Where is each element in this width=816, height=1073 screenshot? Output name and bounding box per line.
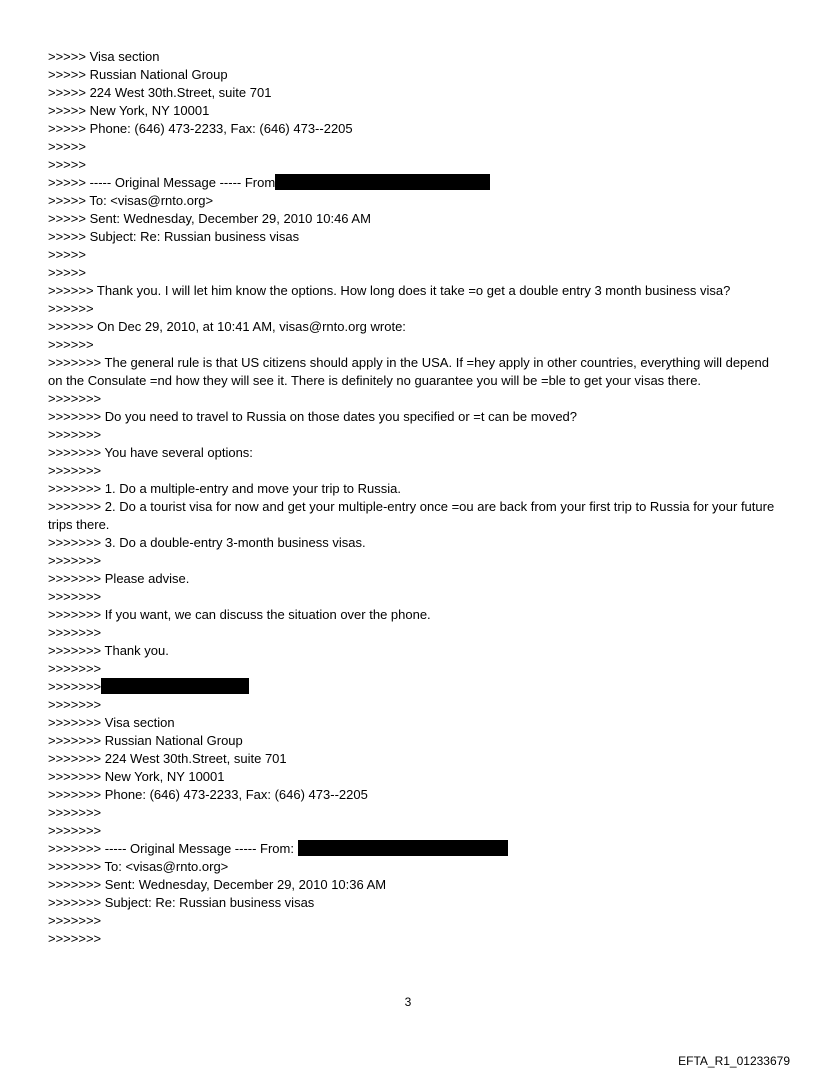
text-line: >>>>>> On Dec 29, 2010, at 10:41 AM, visas@rnto.org wrote: — [48, 319, 406, 334]
text-line: >>>>>>> — [48, 391, 102, 406]
text-line: >>>>> — [48, 247, 86, 262]
original-message-from-line — [48, 174, 778, 192]
text-line: >>>>>>> Phone: (646) 473-2233, Fax: (646) 473--2205 — [48, 787, 368, 802]
signature-name-line — [48, 678, 778, 696]
text-line: >>>>>> Thank you. I will let him know the options. How long does it take =o get a double entry 3 month business visa? — [48, 283, 731, 298]
text-line: >>>>>>> You have several options: — [48, 445, 253, 460]
original-message-from-line — [48, 840, 778, 858]
text-line: >>>>>>> — [48, 463, 102, 478]
text-line: >>>>>>> — [48, 679, 102, 694]
redaction-box — [275, 174, 490, 190]
text-line: >>>>> ----- Original Message ----- From — [48, 175, 276, 190]
text-line: >>>>>>> — [48, 553, 102, 568]
email-thread — [48, 48, 778, 948]
text-line: >>>>>>> Please advise. — [48, 571, 190, 586]
text-line: >>>>>>> Do you need to travel to Russia on those dates you specified or =t can be moved? — [48, 409, 578, 424]
text-line: >>>>> To: <visas@rnto.org> — [48, 193, 214, 208]
document-id: EFTA_R1_01233679 — [678, 1054, 790, 1068]
text-line: >>>>>>> 2. Do a tourist visa for now and get your multiple-entry once =ou are back from your first trip to Russia for your future trips there. — [48, 499, 778, 532]
text-line: >>>>> Phone: (646) 473-2233, Fax: (646) 473--2205 — [48, 121, 353, 136]
text-line: >>>>> Russian National Group — [48, 67, 228, 82]
redaction-box — [101, 678, 249, 694]
text-line: >>>>> — [48, 265, 86, 280]
text-line: >>>>>> — [48, 301, 94, 316]
text-line: >>>>> Visa section — [48, 49, 160, 64]
text-line: >>>>>>> Subject: Re: Russian business visas — [48, 895, 315, 910]
text-line: >>>>>>> Sent: Wednesday, December 29, 2010 10:36 AM — [48, 877, 387, 892]
text-line: >>>>>>> — [48, 913, 102, 928]
text-line: >>>>>>> New York, NY 10001 — [48, 769, 225, 784]
text-line: >>>>> New York, NY 10001 — [48, 103, 210, 118]
text-line: >>>>>>> — [48, 661, 102, 676]
text-line: >>>>> Sent: Wednesday, December 29, 2010 10:46 AM — [48, 211, 371, 226]
text-line: >>>>>>> Thank you. — [48, 643, 169, 658]
text-line: >>>>>>> — [48, 823, 102, 838]
text-line: >>>>>>> ----- Original Message ----- From: — [48, 841, 294, 856]
text-line: >>>>>> — [48, 337, 94, 352]
text-line: >>>>>>> 3. Do a double-entry 3-month business visas. — [48, 535, 366, 550]
text-line: >>>>> — [48, 139, 86, 154]
redaction-box — [298, 840, 508, 856]
text-line: >>>>> — [48, 157, 86, 172]
text-line: >>>>> Subject: Re: Russian business visas — [48, 229, 300, 244]
text-line: >>>>>>> — [48, 427, 102, 442]
text-line: >>>>>>> — [48, 931, 102, 946]
text-line: >>>>>>> Visa section — [48, 715, 175, 730]
text-line: >>>>>>> — [48, 697, 102, 712]
text-line: >>>>>>> 1. Do a multiple-entry and move your trip to Russia. — [48, 481, 401, 496]
text-line: >>>>>>> If you want, we can discuss the situation over the phone. — [48, 607, 431, 622]
text-line: >>>>>>> 224 West 30th.Street, suite 701 — [48, 751, 287, 766]
text-line: >>>>>>> — [48, 589, 102, 604]
text-line: >>>>>>> — [48, 805, 102, 820]
page-number: 3 — [404, 995, 412, 1009]
text-line: >>>>>>> Russian National Group — [48, 733, 243, 748]
text-line: >>>>>>> The general rule is that US citizens should apply in the USA. If =hey apply in other countries, everything will depend on the Consulate =nd how they will see it. There is definitely no guarantee you will be =ble to get your visas there. — [48, 355, 773, 388]
text-line: >>>>>>> — [48, 625, 102, 640]
text-line: >>>>>>> To: <visas@rnto.org> — [48, 859, 229, 874]
text-line: >>>>> 224 West 30th.Street, suite 701 — [48, 85, 272, 100]
